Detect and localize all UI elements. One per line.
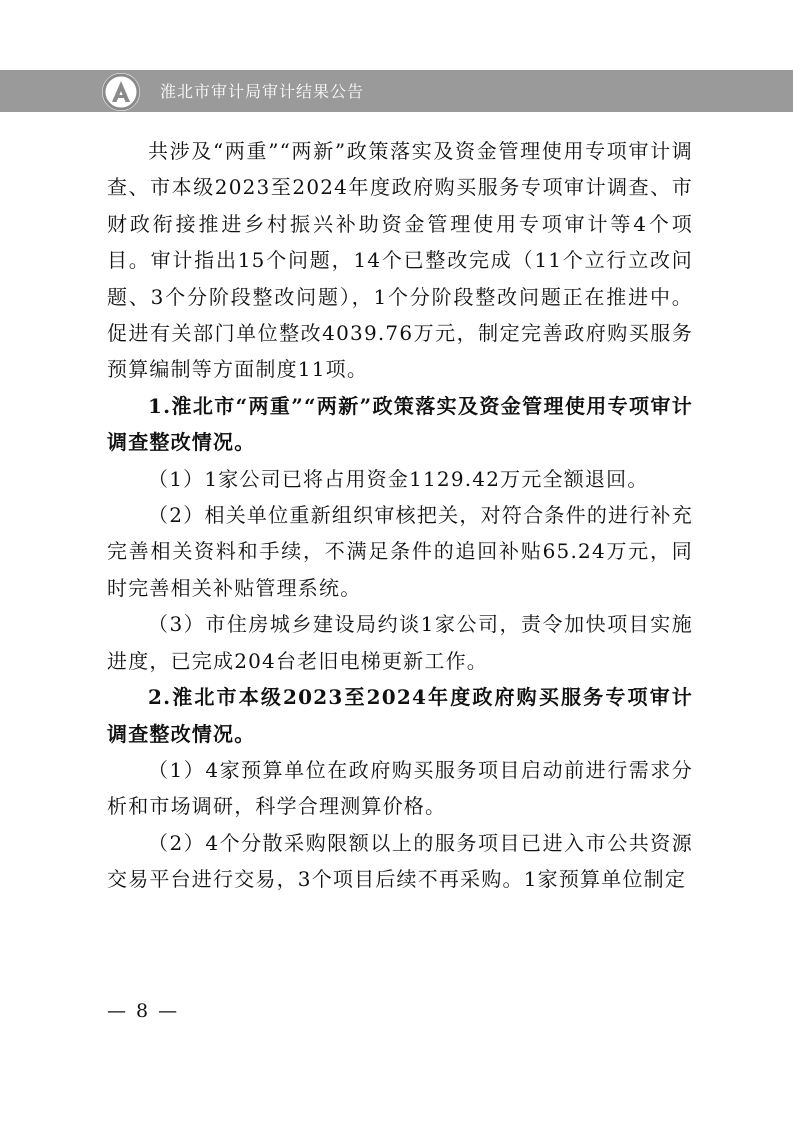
paragraph: （2）4个分散采购限额以上的服务项目已进入市公共资源交易平台进行交易，3个项目后续不再采购。1家预算单位制定 — [107, 830, 693, 892]
header-title: 淮北市审计局审计结果公告 — [160, 82, 365, 101]
document-body — [107, 133, 693, 898]
section-heading: 2.淮北市本级2023至2024年度政府购买服务专项审计调查整改情况。 — [107, 685, 693, 746]
paragraph: （1）4家预算单位在政府购买服务项目启动前进行需求分析和市场调研，科学合理测算价格。 — [107, 757, 693, 819]
paragraph: （3）市住房城乡建设局约谈1家公司，责令加快项目实施进度，已完成204台老旧电梯更新工作。 — [107, 612, 693, 673]
paragraph: （2）相关单位重新组织审核把关，对符合条件的进行补充完善相关资料和手续，不满足条件的追回补贴65.24万元，同时完善相关补贴管理系统。 — [107, 503, 693, 600]
audit-office-logo-icon — [101, 72, 141, 112]
page-number: — 8 — — [107, 1000, 180, 1022]
paragraph: 共涉及“两重”“两新”政策落实及资金管理使用专项审计调查、市本级2023至2024年度政府购买服务专项审计调查、市财政衔接推进乡村振兴补助资金管理使用专项审计等4个项目。审计指出15个问题，14个已整改完成（11个立行立改问题、3个分阶段整改问题），1个分阶段整改问题正在推进中。促进有关部门单位整改4039.76万元，制定完善政府购买服务预算编制等方面制度11项。 — [107, 139, 693, 382]
section-heading: 1.淮北市“两重”“两新”政策落实及资金管理使用专项审计调查整改情况。 — [107, 393, 693, 455]
paragraph: （1）1家公司已将占用资金1129.42万元全额退回。 — [148, 466, 649, 491]
